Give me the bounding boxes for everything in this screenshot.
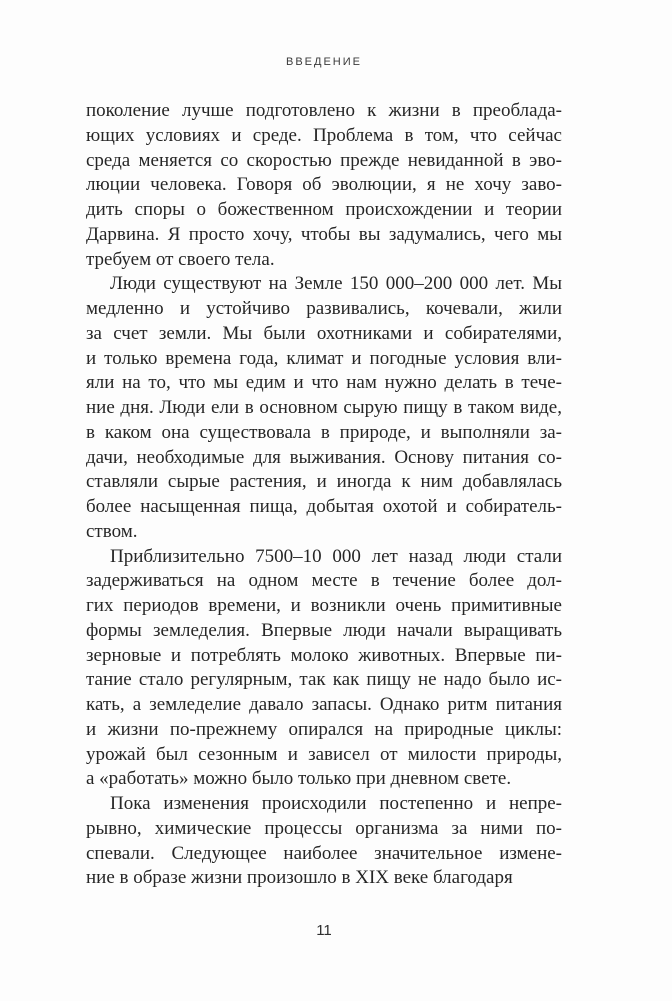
text-line: поколение лучше подготовлено к жизни в преоблада- xyxy=(86,100,562,121)
text-line: люции человека. Говоря об эволюции, я не хочу заво- xyxy=(86,174,562,196)
text-line: Люди существуют на Земле 150 000–200 000 лет. Мы xyxy=(110,273,562,295)
text-line: Пока изменения происходили постепенно и непре- xyxy=(110,793,562,814)
text-line: ющих условиях и среде. Проблема в том, что сейчас xyxy=(86,124,562,146)
text-line: Приблизительно 7500–10 000 лет назад люди стали xyxy=(110,545,562,567)
text-line: а «работать» можно было только при дневном свете. xyxy=(86,768,512,790)
body-text xyxy=(86,99,562,891)
text-line: ние в образе жизни произошло в XIX веке благодаря xyxy=(86,867,513,889)
text-line: спевали. Следующее наиболее значительное измене- xyxy=(86,842,562,864)
text-line: яли на то, что мы едим и что нам нужно делать в тече- xyxy=(86,372,562,394)
text-line: зерновые и потреблять молоко животных. Впервые пи- xyxy=(86,644,562,666)
paragraph xyxy=(86,792,562,891)
text-line: медленно и устойчиво развивались, кочевали, жили xyxy=(86,298,562,319)
text-line: более насыщенная пища, добытая охотой и собиратель- xyxy=(86,496,562,517)
text-line: урожай был сезонным и зависел от милости природы, xyxy=(86,743,562,765)
text-line: кать, а земледелие давало запасы. Однако ритм питания xyxy=(86,694,562,715)
page-number: 11 xyxy=(316,922,332,939)
text-line: задерживаться на одном месте в течение более дол- xyxy=(86,570,562,592)
text-line: гих периодов времени, и возникли очень примитивные xyxy=(86,595,562,616)
text-line: дачи, необходимые для выживания. Основу питания со- xyxy=(86,446,562,468)
text-line: тание стало регулярным, так как пищу не надо было ис- xyxy=(86,669,562,691)
text-line: формы земледелия. Впервые люди начали выращивать xyxy=(86,619,562,641)
text-line: и только времена года, климат и погодные условия вли- xyxy=(86,347,562,369)
running-header: ВВЕДЕНИЕ xyxy=(286,56,362,68)
paragraph xyxy=(86,545,562,793)
text-line: ние дня. Люди ели в основном сырую пищу в таком виде, xyxy=(86,397,562,418)
text-line: Дарвина. Я просто хочу, чтобы вы задумались, чего мы xyxy=(86,223,562,245)
text-line: в каком она существовала в природе, и выполняли за- xyxy=(86,421,562,443)
text-line: среда меняется со скоростью прежде невиданной в эво- xyxy=(86,149,562,171)
text-line: за счет земли. Мы были охотниками и собирателями, xyxy=(86,322,562,344)
text-line: ставляли сырые растения, и иногда к ним добавлялась xyxy=(86,471,562,493)
text-line: рывно, химические процессы организма за ними по- xyxy=(86,817,562,839)
paragraph xyxy=(86,272,562,544)
text-line: дить споры о божественном происхождении и теории xyxy=(86,199,562,220)
text-line: ством. xyxy=(86,520,138,542)
text-line: и жизни по-прежнему опирался на природные циклы: xyxy=(86,718,562,740)
text-line: требуем от своего тела. xyxy=(86,248,275,270)
paragraph xyxy=(86,99,562,272)
